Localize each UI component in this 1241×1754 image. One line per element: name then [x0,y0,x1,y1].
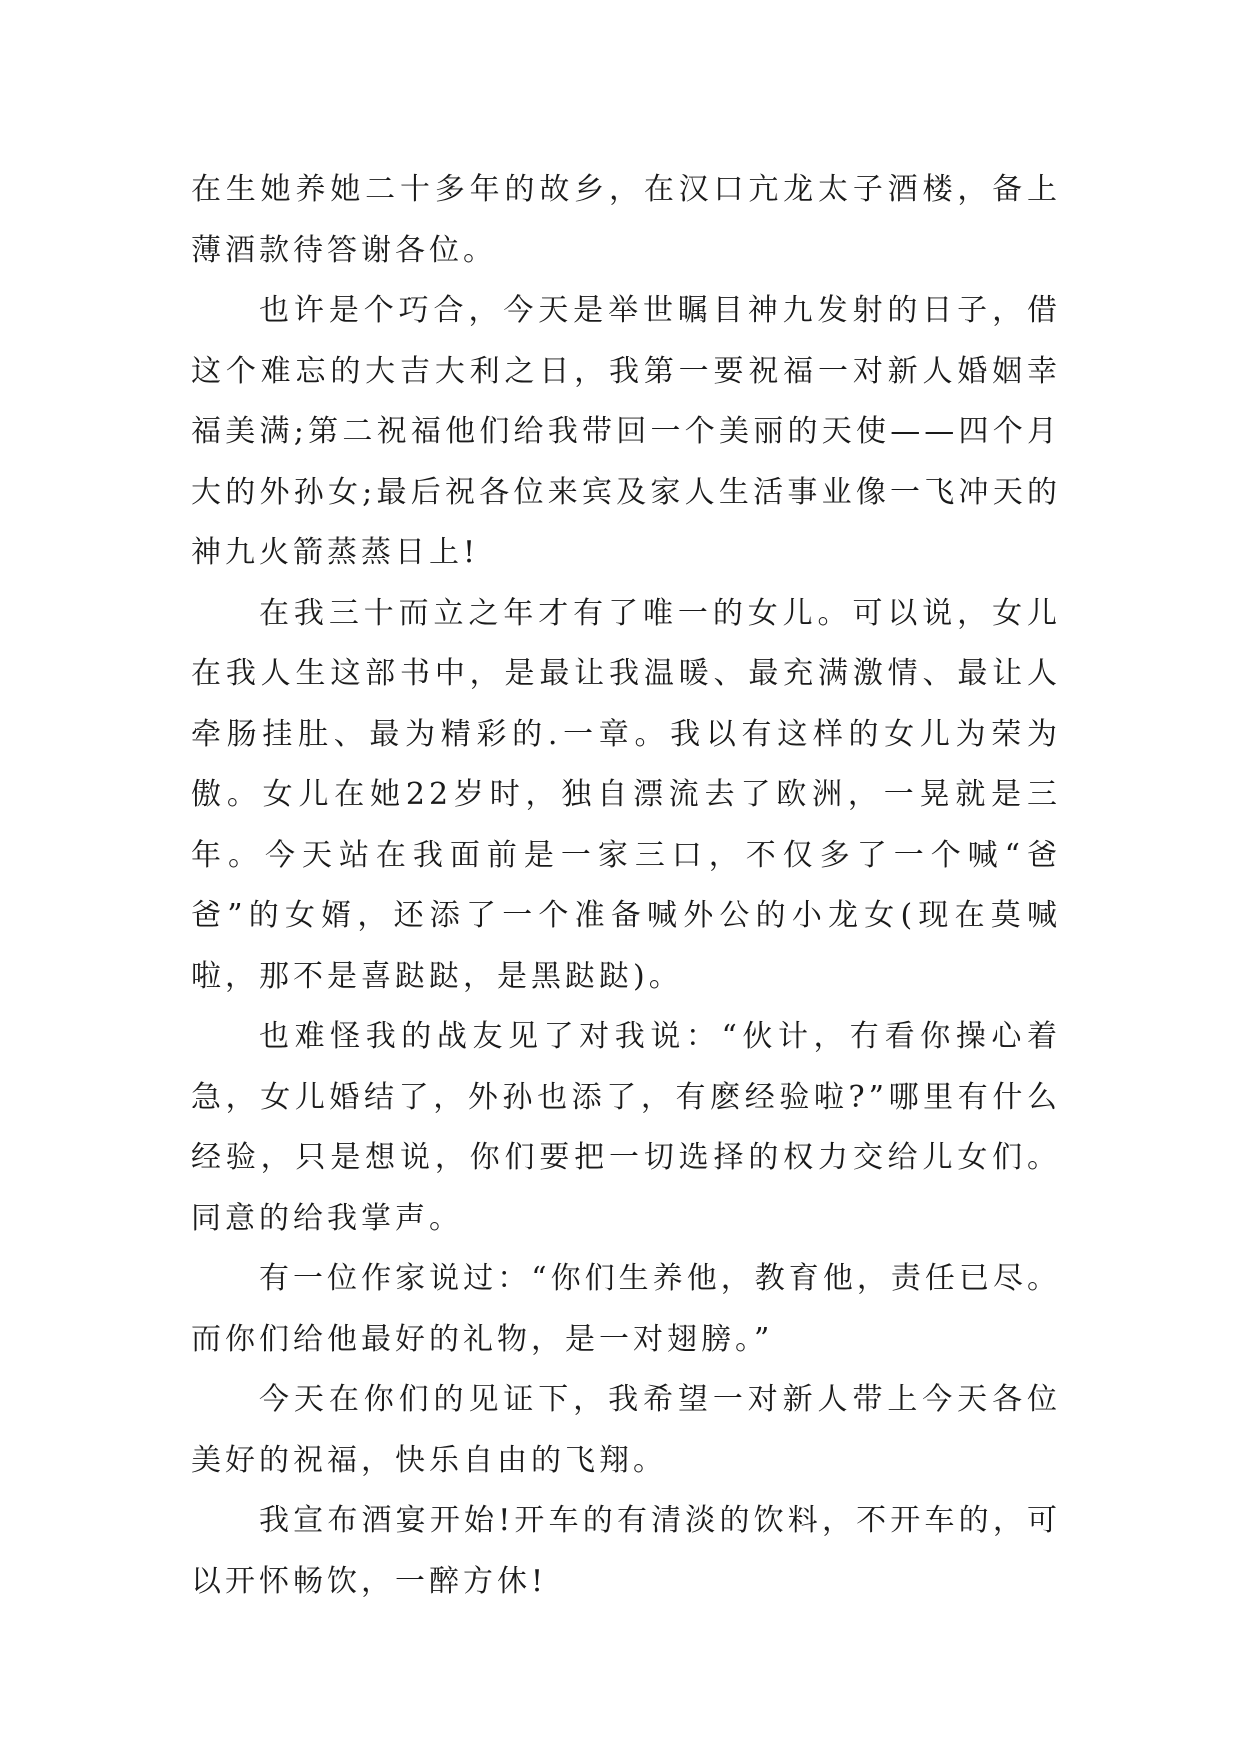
paragraph: 在我三十而立之年才有了唯一的女儿。可以说，女儿在我人生这部书中，是最让我温暖、最充满激情、最让人牵肠挂肚、最为精彩的.一章。我以有这样的女儿为荣为傲。女儿在她22岁时，独自漂流去了欧洲，一晃就是三年。今天站在我面前是一家三口，不仅多了一个喊“爸爸”的女婿，还添了一个准备喊外公的小龙女(现在莫喊啦，那不是喜跶跶，是黑跶跶)。 [191,595,1061,994]
paragraph: 也许是个巧合，今天是举世瞩目神九发射的日子，借这个难忘的大吉大利之日，我第一要祝福一对新人婚姻幸福美满;第二祝福他们给我带回一个美丽的天使——四个月大的外孙女;最后祝各位来宾及家人生活事业像一飞冲天的神九火箭蒸蒸日上! [191,293,1061,570]
document-body [191,160,1061,1612]
paragraph: 有一位作家说过：“你们生养他，教育他，责任已尽。而你们给他最好的礼物，是一对翅膀。” [191,1261,1061,1357]
paragraph-continued: 在生她养她二十多年的故乡，在汉口亢龙太子酒楼，备上薄酒款待答谢各位。 [191,172,1061,268]
paragraph: 也难怪我的战友见了对我说：“伙计，冇看你操心着急，女儿婚结了，外孙也添了，有麽经验啦?”哪里有什么经验，只是想说，你们要把一切选择的权力交给儿女们。同意的给我掌声。 [191,1019,1061,1236]
paragraph: 今天在你们的见证下，我希望一对新人带上今天各位美好的祝福，快乐自由的飞翔。 [191,1382,1061,1478]
paragraph: 我宣布酒宴开始!开车的有清淡的饮料，不开车的，可以开怀畅饮，一醉方休! [191,1503,1061,1599]
